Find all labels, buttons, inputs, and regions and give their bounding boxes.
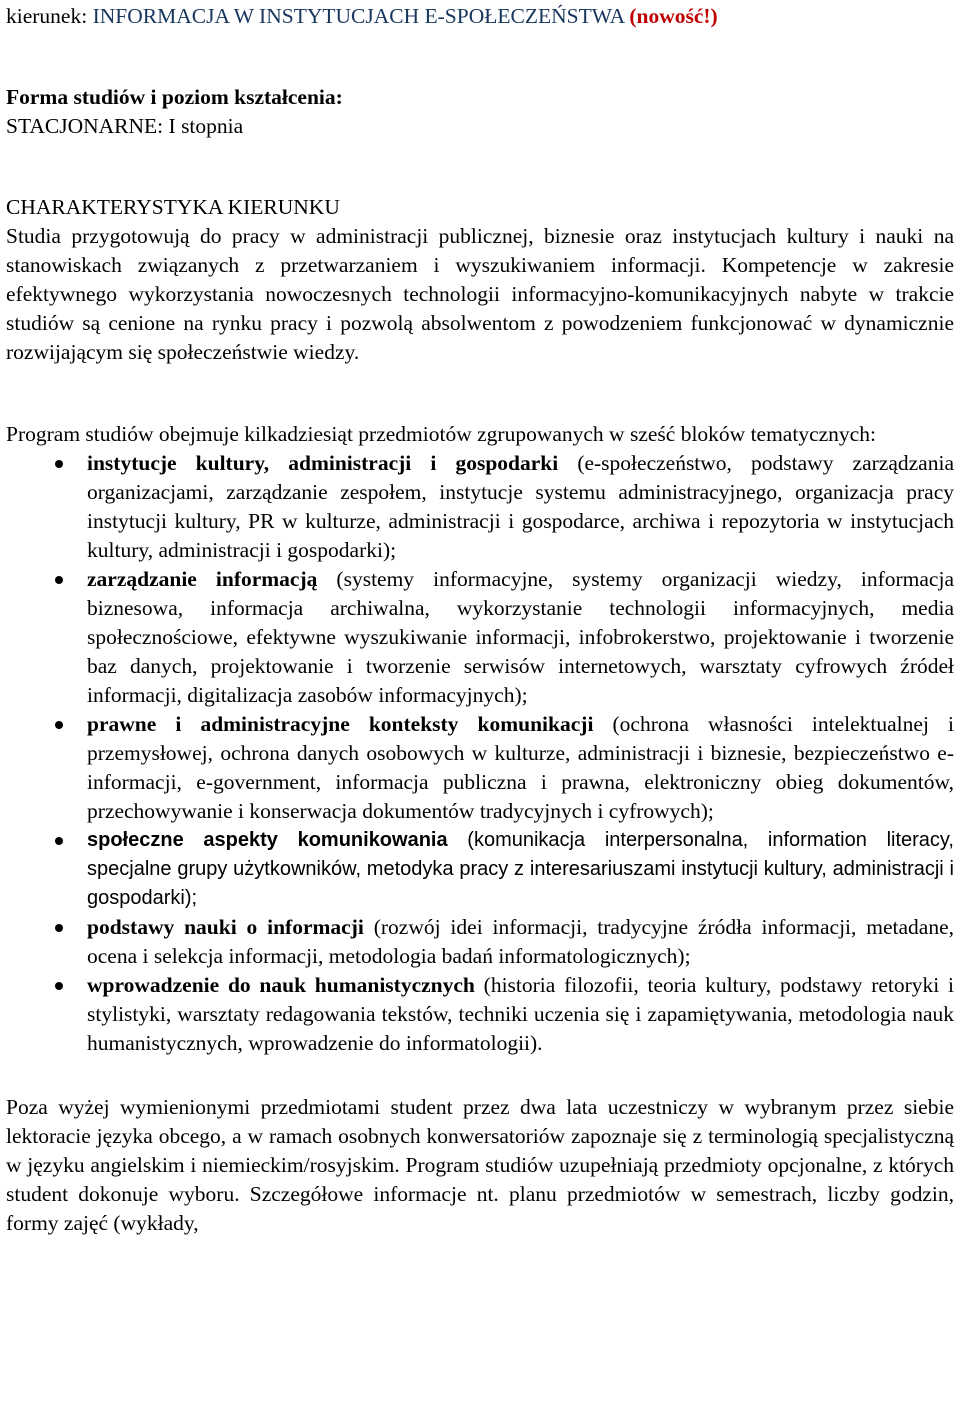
characteristics-heading: CHARAKTERYSTYKA KIERUNKU [6,195,340,219]
list-item [6,449,954,565]
block-title: zarządzanie informacją [87,567,318,591]
bullet-icon [55,460,63,468]
list-item [6,913,954,971]
block-description: (ochrona własności intelektualnej i przemysłowej, ochrona danych osobowych w kulturze, administracji i biznesie, bezpieczeństwo e-informacji, e-government, informacja publiczna i prawna, elektroniczny obieg dokumentów, przechowywanie i konserwacja dokumentów tradycyjnych i cyfrowych); [87,712,954,823]
block-title: podstawy nauki o informacji [87,915,364,939]
study-form-value: STACJONARNE: I stopnia [6,114,244,138]
program-header [6,2,954,31]
study-form-section [6,83,954,141]
characteristics-section [6,193,954,367]
bullet-icon [55,982,63,990]
list-item [6,565,954,710]
characteristics-text: Studia przygotowują do pracy w administracji publicznej, biznesie oraz instytucjach kultury i nauki na stanowiskach związanych z przetwarzaniem i wyszukiwaniem informacji. Kompetencje w zakresie efektywnego wykorzystania nowoczesnych technologii informacyjno-komunikacyjnych nabyte w trakcie studiów są cenione na rynku pracy i pozwolą absolwentom z powodzeniem funkcjonować w dynamicznie rozwijającym się społeczeństwie wiedzy. [6,224,954,364]
closing-text: Poza wyżej wymienionymi przedmiotami student przez dwa lata uczestniczy w wybranym przez siebie lektoracie języka obcego, a w ramach osobnych konwersatoriów zapoznaje się z terminologią specjalistyczną w języku angielskim i niemieckim/rosyjskim. Program studiów uzupełniają przedmioty opcjonalne, z których student dokonuje wyboru. Szczegółowe informacje nt. planu przedmiotów w semestrach, liczby godzin, formy zajęć (wykłady, [6,1095,954,1235]
block-description: (systemy informacyjne, systemy organizacji wiedzy, informacja biznesowa, informacja archiwalna, wykorzystanie technologii informacyjnych, media społecznościowe, efektywne wyszukiwanie informacji, infobrokerstwo, projektowanie i tworzenie baz danych, projektowanie i tworzenie serwisów internetowych, warsztaty cyfrowych źródeł informacji, digitalizacja zasobów informacyjnych); [87,567,954,707]
block-description: (e-społeczeństwo, podstawy zarządzania organizacjami, zarządzanie zespołem, instytucje systemu administracyjnego, organizacja pracy instytucji kultury, PR w kulturze, administracji i gospodarce, archiwa i repozytoria w instytucjach kultury, administracji i gospodarki); [87,451,954,562]
block-description: (rozwój idei informacji, tradycyjne źródła informacji, metadane, ocena i selekcja informacji, metodologia badań informatologicznych); [87,915,954,968]
program-section [6,420,954,1058]
thematic-blocks-list [6,449,954,826]
thematic-blocks-list-continued [6,826,954,913]
block-title: prawne i administracyjne konteksty komunikacji [87,712,594,736]
program-label: kierunek: [6,4,93,28]
list-item [6,710,954,826]
bullet-icon [55,721,63,729]
program-name: INFORMACJA W INSTYTUCJACH E-SPOŁECZEŃSTWA [92,4,624,28]
closing-section [6,1093,954,1238]
bullet-icon [55,576,63,584]
block-title: społeczne aspekty komunikowania [87,829,448,851]
thematic-blocks-list-final [6,913,954,1058]
new-badge: (nowość!) [629,4,718,28]
block-description: (historia filozofii, teoria kultury, podstawy retoryki i stylistyki, warsztaty redagowania tekstów, techniki uczenia się i zapamiętywania, metodologia nauk humanistycznych, wprowadzenie do informatologii). [87,973,954,1055]
list-item [6,826,954,913]
block-description: (komunikacja interpersonalna, information literacy, specjalne grupy użytkowników, metodyka pracy z interesariuszami instytucji kultury, administracji i gospodarki); [87,829,954,909]
block-title: instytucje kultury, administracji i gospodarki [87,451,559,475]
list-item [6,971,954,1058]
document-page [0,2,960,1238]
program-intro: Program studiów obejmuje kilkadziesiąt przedmiotów zgrupowanych w sześć bloków tematycznych: [6,422,876,446]
study-form-heading: Forma studiów i poziom kształcenia: [6,85,343,109]
bullet-icon [55,924,63,932]
bullet-icon [55,837,63,845]
block-title: wprowadzenie do nauk humanistycznych [87,973,475,997]
